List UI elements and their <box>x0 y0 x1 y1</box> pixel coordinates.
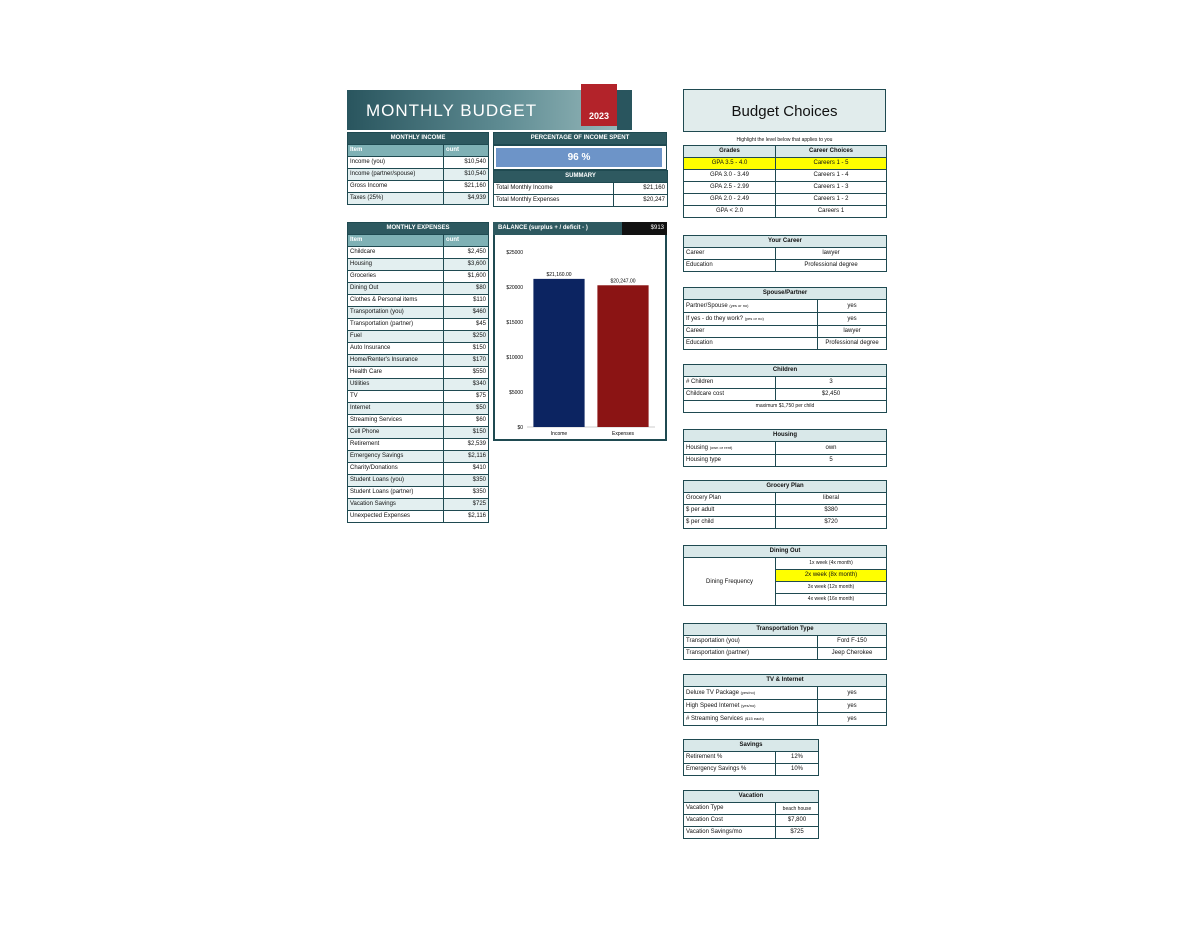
row-label: Grocery Plan <box>684 493 776 505</box>
table-row <box>348 499 489 511</box>
x-tick-label: Income <box>550 431 568 437</box>
row-label: Vacation Savings <box>348 499 444 511</box>
table-row <box>684 326 887 338</box>
col-amount-header: ount <box>444 145 489 157</box>
table-row <box>348 403 489 415</box>
table-row <box>348 511 489 523</box>
row-label: Childcare cost <box>684 389 776 401</box>
row-label: Vacation Savings/mo <box>684 827 776 839</box>
balance-value-badge: $913 <box>622 222 667 235</box>
balance-chart-svg <box>495 224 665 439</box>
housing-table <box>683 429 887 467</box>
row-label: Transportation (you) <box>684 636 818 648</box>
vehicle-you-select[interactable]: Ford F-150 <box>818 636 887 648</box>
table-row <box>348 475 489 487</box>
row-value: $21,160 <box>614 183 668 195</box>
row-value[interactable]: $410 <box>444 463 489 475</box>
row-label: Streaming Services <box>348 415 444 427</box>
row-label: High Speed Internet (yes/no) <box>684 700 818 713</box>
vehicle-partner-select[interactable]: Jeep Cherokee <box>818 648 887 660</box>
row-label: Housing (own or rent) <box>684 442 776 455</box>
bar-data-label: $20,247.00 <box>610 278 636 285</box>
vacation-title: Vacation <box>684 791 819 803</box>
dining-table <box>683 545 887 606</box>
dining-title: Dining Out <box>684 546 887 558</box>
table-row <box>348 487 489 499</box>
row-value[interactable]: $2,116 <box>444 451 489 463</box>
table-row <box>684 377 887 389</box>
table-row <box>348 283 489 295</box>
table-row <box>684 752 819 764</box>
table-row <box>684 442 887 455</box>
per-adult-value: $380 <box>776 505 887 517</box>
row-label: Housing type <box>684 455 776 467</box>
row-label: Gross Income <box>348 181 444 193</box>
y-tick-label: $15000 <box>506 320 523 326</box>
your-career-table <box>683 235 887 272</box>
y-tick-label: $0 <box>517 425 523 431</box>
grocery-title: Grocery Plan <box>684 481 887 493</box>
row-label: If yes - do they work? (yes or no) <box>684 313 818 326</box>
table-row <box>348 439 489 451</box>
tv-internet-table <box>683 674 887 726</box>
your-career-title: Your Career <box>684 236 887 248</box>
table-row <box>348 271 489 283</box>
summary-table <box>493 170 668 207</box>
table-row <box>494 195 668 207</box>
income-section-title: MONTHLY INCOME <box>348 133 489 145</box>
row-label: Education <box>684 260 776 272</box>
row-value[interactable]: $2,539 <box>444 439 489 451</box>
career-cell[interactable]: Careers 1 - 3 <box>776 182 887 194</box>
table-row <box>684 636 887 648</box>
row-value[interactable]: $4,939 <box>444 193 489 205</box>
y-tick-label: $10000 <box>506 355 523 361</box>
career-cell[interactable]: Careers 1 <box>776 206 887 218</box>
row-label: Student Loans (partner) <box>348 487 444 499</box>
table-row <box>684 206 887 218</box>
children-title: Children <box>684 365 887 377</box>
table-row <box>348 463 489 475</box>
row-label: Income (you) <box>348 157 444 169</box>
row-value[interactable]: $350 <box>444 487 489 499</box>
table-row <box>348 319 489 331</box>
transportation-table <box>683 623 887 660</box>
table-row <box>684 493 887 505</box>
row-value[interactable]: $21,160 <box>444 181 489 193</box>
row-label: Vacation Cost <box>684 815 776 827</box>
table-row <box>684 764 819 776</box>
expenses-section-title: MONTHLY EXPENSES <box>348 223 489 235</box>
table-row <box>348 259 489 271</box>
table-row <box>684 389 887 401</box>
row-label: Clothes & Personal items <box>348 295 444 307</box>
table-row <box>348 367 489 379</box>
col-item-header: Item <box>348 235 444 247</box>
row-value[interactable]: $75 <box>444 391 489 403</box>
table-row <box>348 391 489 403</box>
row-value[interactable]: $2,116 <box>444 511 489 523</box>
row-label: Retirement % <box>684 752 776 764</box>
row-label: Career <box>684 248 776 260</box>
row-value[interactable]: $150 <box>444 343 489 355</box>
dining-option-selected[interactable]: 2x week (8x month) <box>776 570 887 582</box>
emergency-pct-input[interactable]: 10% <box>776 764 819 776</box>
partner-works-select[interactable]: yes <box>818 313 887 326</box>
row-label: TV <box>348 391 444 403</box>
row-value[interactable]: $45 <box>444 319 489 331</box>
row-value[interactable]: $10,540 <box>444 157 489 169</box>
table-row <box>684 687 887 700</box>
col-item-header: Item <box>348 145 444 157</box>
row-value[interactable]: $3,600 <box>444 259 489 271</box>
row-value[interactable]: $350 <box>444 475 489 487</box>
table-row <box>684 700 887 713</box>
table-row <box>684 803 819 815</box>
row-label: # Streaming Services ($15 each) <box>684 713 818 726</box>
percentage-value: 96 % <box>496 148 662 167</box>
row-label: Health Care <box>348 367 444 379</box>
savings-title: Savings <box>684 740 819 752</box>
table-row <box>684 182 887 194</box>
spouse-title: Spouse/Partner <box>684 288 887 300</box>
table-row <box>348 355 489 367</box>
x-tick-label: Expenses <box>612 431 634 437</box>
row-label: Education <box>684 338 818 350</box>
row-value[interactable]: $460 <box>444 307 489 319</box>
table-row <box>684 248 887 260</box>
internet-select[interactable]: yes <box>818 700 887 713</box>
dining-option[interactable]: 4x week (16x month) <box>776 594 887 606</box>
row-label: Student Loans (you) <box>348 475 444 487</box>
table-row <box>348 157 489 169</box>
grade-cell[interactable]: GPA 3.0 - 3.49 <box>684 170 776 182</box>
col-amount-header: ount <box>444 235 489 247</box>
budget-choices-title: Budget Choices <box>683 89 886 132</box>
table-row <box>348 427 489 439</box>
row-value[interactable]: $725 <box>444 499 489 511</box>
grades-header: Grades <box>684 146 776 158</box>
table-row <box>684 713 887 726</box>
vacation-type-select[interactable]: beach house <box>776 803 819 815</box>
vacation-cost-value: $7,800 <box>776 815 819 827</box>
row-label: Utilities <box>348 379 444 391</box>
row-label: Charity/Donations <box>348 463 444 475</box>
table-row <box>494 183 668 195</box>
row-value[interactable]: $1,600 <box>444 271 489 283</box>
row-label: Fuel <box>348 331 444 343</box>
row-label: Auto Insurance <box>348 343 444 355</box>
row-label: Emergency Savings % <box>684 764 776 776</box>
row-value[interactable]: $2,450 <box>444 247 489 259</box>
y-tick-label: $25000 <box>506 250 523 256</box>
balance-chart <box>493 222 667 441</box>
career-cell[interactable]: Careers 1 - 2 <box>776 194 887 206</box>
row-label: Home/Renter's Insurance <box>348 355 444 367</box>
bar-income <box>533 279 584 427</box>
table-row <box>684 300 887 313</box>
year-badge: 2023 <box>581 84 617 126</box>
housing-type-input[interactable]: 5 <box>776 455 887 467</box>
table-row <box>348 331 489 343</box>
table-row <box>684 558 887 570</box>
grade-cell[interactable]: GPA 2.0 - 2.49 <box>684 194 776 206</box>
percentage-section-title: PERCENTAGE OF INCOME SPENT <box>494 133 667 145</box>
grade-cell[interactable]: GPA 3.5 - 4.0 <box>684 158 776 170</box>
table-row <box>684 338 887 350</box>
transportation-title: Transportation Type <box>684 624 887 636</box>
grocery-table <box>683 480 887 529</box>
row-label: Transportation (partner) <box>348 319 444 331</box>
y-tick-label: $20000 <box>506 285 523 291</box>
table-row <box>684 827 819 839</box>
balance-chart-title: BALANCE (surplus + / deficit - ) <box>493 222 622 235</box>
vacation-table <box>683 790 819 839</box>
row-label: # Children <box>684 377 776 389</box>
row-label: Taxes (25%) <box>348 193 444 205</box>
row-value[interactable]: $550 <box>444 367 489 379</box>
childcare-note: maximum $1,750 per child <box>684 401 887 413</box>
table-row <box>348 247 489 259</box>
vacation-savings-value: $725 <box>776 827 819 839</box>
row-label: Internet <box>348 403 444 415</box>
savings-table <box>683 739 819 776</box>
table-row <box>348 295 489 307</box>
row-value[interactable]: $170 <box>444 355 489 367</box>
row-label: Total Monthly Expenses <box>494 195 614 207</box>
table-row <box>348 307 489 319</box>
bar-data-label: $21,160.00 <box>546 271 572 278</box>
row-label: Transportation (partner) <box>684 648 818 660</box>
monthly-income-table <box>347 132 489 205</box>
table-row <box>348 181 489 193</box>
row-label: $ per child <box>684 517 776 529</box>
table-row <box>348 415 489 427</box>
row-label: Deluxe TV Package (yes/no) <box>684 687 818 700</box>
row-label: Transportation (you) <box>348 307 444 319</box>
grocery-plan-select[interactable]: liberal <box>776 493 887 505</box>
partner-select[interactable]: yes <box>818 300 887 313</box>
career-select[interactable]: lawyer <box>776 248 887 260</box>
row-label: Emergency Savings <box>348 451 444 463</box>
table-row <box>684 170 887 182</box>
careers-header: Career Choices <box>776 146 887 158</box>
row-label: Cell Phone <box>348 427 444 439</box>
grade-cell[interactable]: GPA 2.5 - 2.99 <box>684 182 776 194</box>
row-label: Total Monthly Income <box>494 183 614 195</box>
tv-title: TV & Internet <box>684 675 887 687</box>
table-row <box>684 517 887 529</box>
row-label: Unexpected Expenses <box>348 511 444 523</box>
partner-career-select[interactable]: lawyer <box>818 326 887 338</box>
dining-option[interactable]: 3x week (12x month) <box>776 582 887 594</box>
table-row <box>684 455 887 467</box>
summary-section-title: SUMMARY <box>494 171 668 183</box>
table-row <box>348 193 489 205</box>
row-label: Groceries <box>348 271 444 283</box>
children-table <box>683 364 887 413</box>
per-child-value: $720 <box>776 517 887 529</box>
row-value[interactable]: $250 <box>444 331 489 343</box>
streaming-select[interactable]: yes <box>818 713 887 726</box>
row-label: Career <box>684 326 818 338</box>
childcare-cost-value: $2,450 <box>776 389 887 401</box>
grades-table <box>683 145 887 218</box>
percentage-header-table <box>493 132 667 145</box>
row-value[interactable]: $110 <box>444 295 489 307</box>
monthly-expenses-table <box>347 222 489 523</box>
row-label: Childcare <box>348 247 444 259</box>
tv-package-select[interactable]: yes <box>818 687 887 700</box>
table-row <box>684 313 887 326</box>
row-label: Retirement <box>348 439 444 451</box>
children-count-input[interactable]: 3 <box>776 377 887 389</box>
row-label: Partner/Spouse (yes or no) <box>684 300 818 313</box>
row-value[interactable]: $50 <box>444 403 489 415</box>
table-row <box>348 451 489 463</box>
banner-accent <box>617 90 632 130</box>
career-cell[interactable]: Careers 1 - 5 <box>776 158 887 170</box>
housing-title: Housing <box>684 430 887 442</box>
grade-instruction: Highlight the level below that applies to you <box>736 137 833 143</box>
table-row <box>348 379 489 391</box>
row-value[interactable]: $80 <box>444 283 489 295</box>
row-label: Income (partner/spouse) <box>348 169 444 181</box>
bar-expenses <box>597 285 648 427</box>
table-row <box>684 815 819 827</box>
partner-education-value[interactable]: Professional degree <box>818 338 887 350</box>
grade-cell[interactable]: GPA < 2.0 <box>684 206 776 218</box>
dining-frequency-label: Dining Frequency <box>684 558 776 606</box>
table-row <box>684 194 887 206</box>
education-value[interactable]: Professional degree <box>776 260 887 272</box>
retirement-pct-input[interactable]: 12% <box>776 752 819 764</box>
row-value[interactable]: $340 <box>444 379 489 391</box>
spouse-table <box>683 287 887 350</box>
table-row <box>684 648 887 660</box>
y-tick-label: $5000 <box>509 390 523 396</box>
row-value[interactable]: $150 <box>444 427 489 439</box>
table-row <box>348 169 489 181</box>
row-label: Vacation Type <box>684 803 776 815</box>
dining-option[interactable]: 1x week (4x month) <box>776 558 887 570</box>
row-label: Housing <box>348 259 444 271</box>
table-row <box>684 260 887 272</box>
row-value: $20,247 <box>614 195 668 207</box>
row-label: $ per adult <box>684 505 776 517</box>
row-value[interactable]: $60 <box>444 415 489 427</box>
page-title: MONTHLY BUDGET <box>366 101 538 120</box>
housing-select[interactable]: own <box>776 442 887 455</box>
table-row <box>348 343 489 355</box>
row-label: Dining Out <box>348 283 444 295</box>
table-row <box>684 158 887 170</box>
career-cell[interactable]: Careers 1 - 4 <box>776 170 887 182</box>
table-row <box>684 505 887 517</box>
row-value[interactable]: $10,540 <box>444 169 489 181</box>
